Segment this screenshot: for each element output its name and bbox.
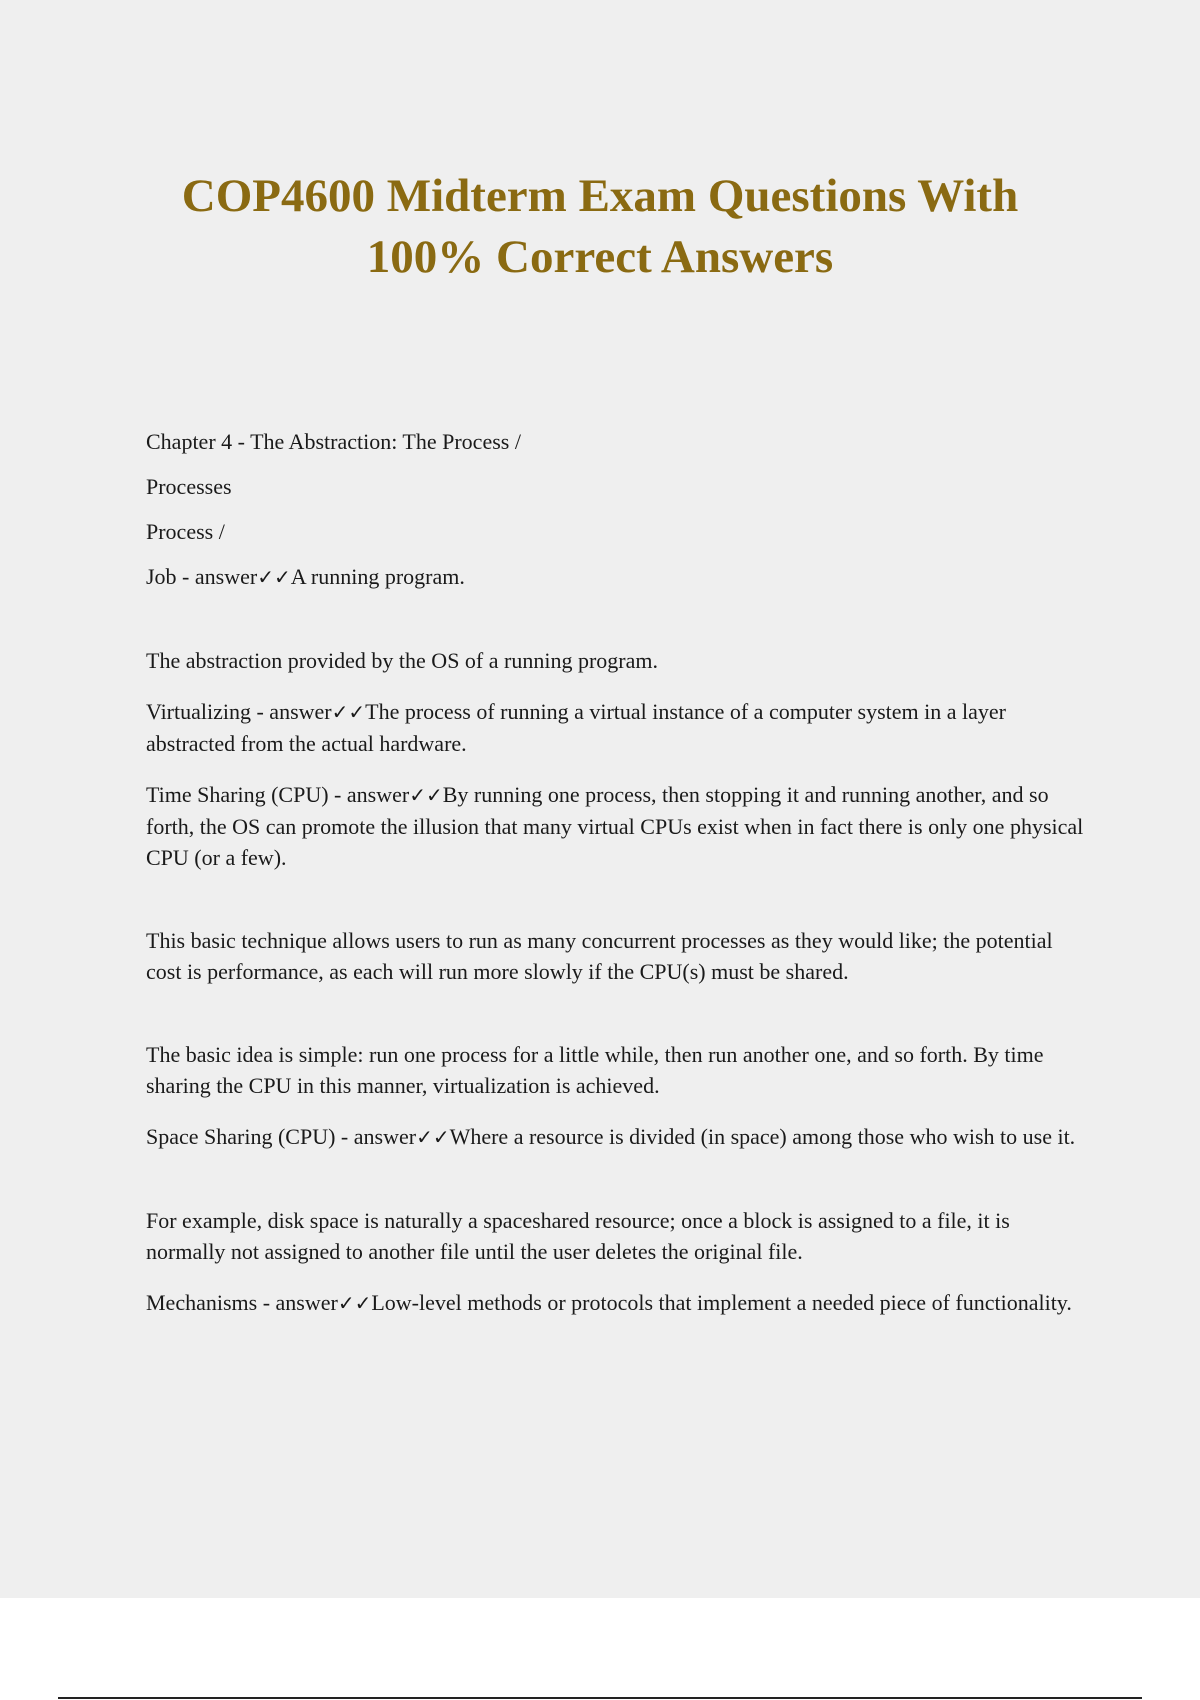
page-divider bbox=[58, 1697, 1142, 1699]
qa-item-time-sharing bbox=[146, 779, 1086, 873]
check-icon: ✓✓ bbox=[409, 783, 443, 807]
qa-definition: By running one process, then stopping it and running another, and so forth, the OS can promote the illusion that many virtual CPUs exist when in fact there is only one physical CPU (or a few). bbox=[146, 782, 1084, 870]
qa-term: Job - answer bbox=[146, 564, 258, 589]
technique-note: This basic technique allows users to run as many concurrent processes as they would like; the potential cost is performance, as each will run more slowly if the CPU(s) must be shared. bbox=[146, 928, 1053, 984]
processes-label: Processes bbox=[146, 474, 232, 499]
qa-definition: Where a resource is divided (in space) among those who wish to use it. bbox=[449, 1124, 1076, 1149]
qa-term: Time Sharing (CPU) - answer bbox=[146, 782, 410, 807]
example-note: For example, disk space is naturally a spaceshared resource; once a block is assigned to a file, it is normally not assigned to another file until the user deletes the original file. bbox=[146, 1208, 1010, 1264]
check-icon: ✓✓ bbox=[257, 565, 291, 589]
qa-definition: The process of running a virtual instance of a computer system in a layer abstracted from the actual hardware. bbox=[146, 699, 1006, 756]
qa-item-space-sharing bbox=[146, 1121, 1086, 1153]
qa-item-mechanisms bbox=[146, 1287, 1086, 1319]
process-label: Process / bbox=[146, 519, 225, 544]
qa-item-virtualizing bbox=[146, 696, 1086, 759]
chapter-heading: Chapter 4 - The Abstraction: The Process / bbox=[146, 429, 521, 454]
abstraction-note: The abstraction provided by the OS of a running program. bbox=[146, 648, 658, 673]
title-line-1: COP4600 Midterm Exam Questions With bbox=[181, 170, 1019, 222]
qa-term: Virtualizing - answer bbox=[146, 699, 332, 724]
qa-definition: A running program. bbox=[290, 564, 465, 589]
basic-idea-note: The basic idea is simple: run one process for a little while, then run another one, and so forth. By time sharing the CPU in this manner, virtualization is achieved. bbox=[146, 1042, 1044, 1098]
title-line-2: 100% Correct Answers bbox=[366, 231, 834, 283]
qa-term: Space Sharing (CPU) - answer bbox=[146, 1124, 417, 1149]
qa-item-job bbox=[146, 561, 1086, 593]
check-icon: ✓✓ bbox=[331, 700, 366, 724]
document-body bbox=[146, 426, 1086, 1339]
document-title bbox=[0, 166, 1200, 288]
qa-definition: Low-level methods or protocols that implement a needed piece of functionality. bbox=[371, 1290, 1072, 1315]
check-icon: ✓✓ bbox=[337, 1291, 372, 1315]
check-icon: ✓✓ bbox=[416, 1125, 450, 1149]
qa-term: Mechanisms - answer bbox=[146, 1290, 338, 1315]
